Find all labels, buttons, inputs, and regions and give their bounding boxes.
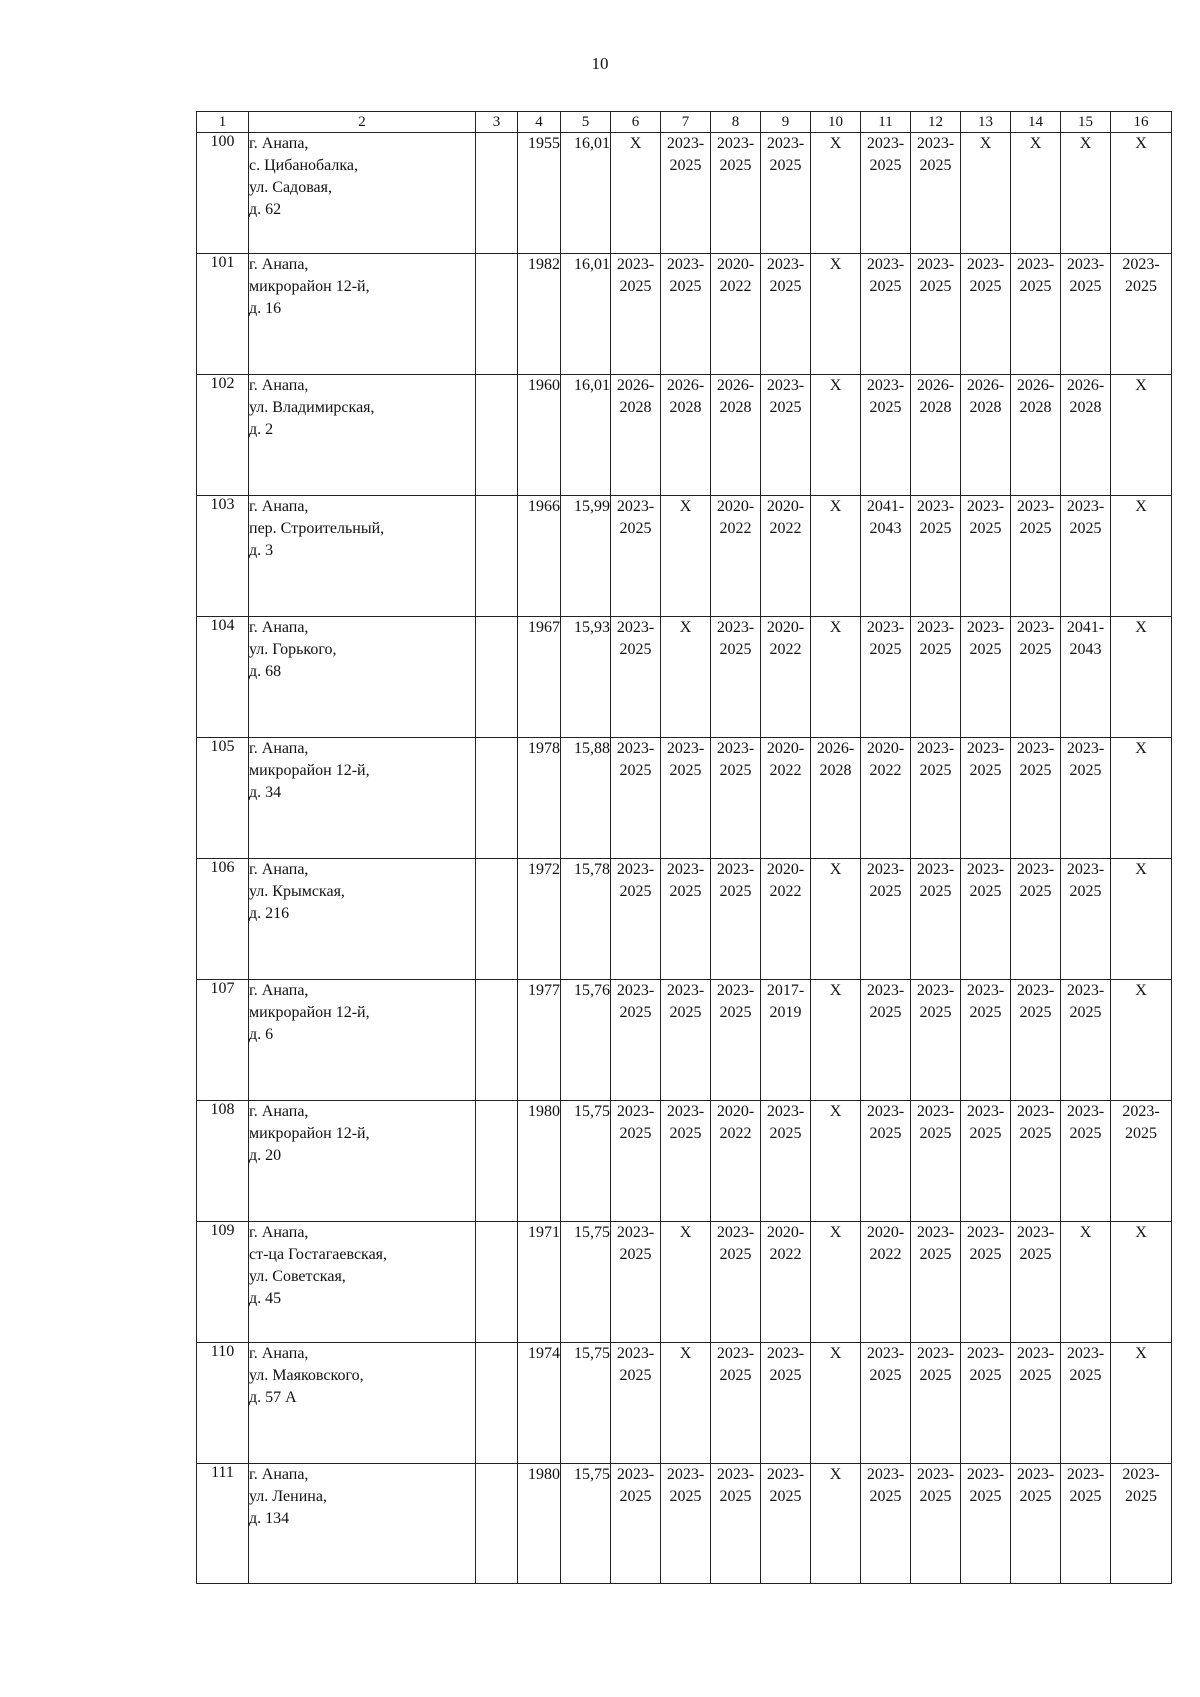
- column-3-cell: [476, 375, 518, 496]
- address-cell: [249, 1101, 476, 1222]
- address-line: г. Анапа,: [249, 1224, 309, 1241]
- period-cell-col-8: 2023- 2025: [711, 859, 761, 980]
- period-cell-col-10: X: [811, 859, 861, 980]
- period-cell-col-9: 2023- 2025: [761, 133, 811, 254]
- period-cell-col-15: 2041- 2043: [1061, 617, 1111, 738]
- period-cell-col-8: 2023- 2025: [711, 980, 761, 1101]
- period-cell-col-15: X: [1061, 133, 1111, 254]
- address-cell: [249, 859, 476, 980]
- period-cell-col-13: 2023- 2025: [961, 254, 1011, 375]
- year-cell: 1955: [518, 133, 561, 254]
- period-cell-col-16: 2023- 2025: [1111, 1101, 1172, 1222]
- row-number: 110: [197, 1343, 249, 1464]
- column-header-2: 2: [249, 112, 476, 133]
- period-cell-col-10: X: [811, 617, 861, 738]
- period-cell-col-14: 2023- 2025: [1011, 980, 1061, 1101]
- period-cell-col-6: 2023- 2025: [611, 1343, 661, 1464]
- housing-table: [196, 111, 1172, 1584]
- period-cell-col-7: 2023- 2025: [661, 133, 711, 254]
- row-number: 107: [197, 980, 249, 1101]
- column-3-cell: [476, 133, 518, 254]
- address-line: г. Анапа,: [249, 619, 309, 636]
- period-cell-col-16: X: [1111, 1222, 1172, 1343]
- address-cell: [249, 496, 476, 617]
- period-cell-col-11: 2023- 2025: [861, 375, 911, 496]
- period-cell-col-7: 2023- 2025: [661, 1464, 711, 1584]
- year-cell: 1982: [518, 254, 561, 375]
- period-cell-col-9: 2020- 2022: [761, 496, 811, 617]
- year-cell: 1960: [518, 375, 561, 496]
- period-cell-col-6: 2026- 2028: [611, 375, 661, 496]
- period-cell-col-13: 2023- 2025: [961, 859, 1011, 980]
- period-cell-col-10: X: [811, 254, 861, 375]
- rating-cell: 15,88: [561, 738, 611, 859]
- column-header-7: 7: [661, 112, 711, 133]
- address-line: ул. Ленина,: [249, 1488, 327, 1505]
- period-cell-col-8: 2020- 2022: [711, 496, 761, 617]
- rating-cell: 15,78: [561, 859, 611, 980]
- period-cell-col-6: 2023- 2025: [611, 1222, 661, 1343]
- address-cell: [249, 617, 476, 738]
- period-cell-col-6: 2023- 2025: [611, 859, 661, 980]
- period-cell-col-16: X: [1111, 375, 1172, 496]
- address-line: ул. Советская,: [249, 1268, 346, 1285]
- period-cell-col-14: 2023- 2025: [1011, 859, 1061, 980]
- column-header-3: 3: [476, 112, 518, 133]
- period-cell-col-13: 2023- 2025: [961, 1464, 1011, 1584]
- period-cell-col-10: X: [811, 980, 861, 1101]
- year-cell: 1980: [518, 1464, 561, 1584]
- row-number: 111: [197, 1464, 249, 1584]
- period-cell-col-16: 2023- 2025: [1111, 1464, 1172, 1584]
- row-number: 105: [197, 738, 249, 859]
- period-cell-col-8: 2026- 2028: [711, 375, 761, 496]
- address-line: д. 62: [249, 201, 282, 218]
- period-cell-col-16: X: [1111, 133, 1172, 254]
- column-3-cell: [476, 859, 518, 980]
- address-line: ул. Крымская,: [249, 883, 345, 900]
- period-cell-col-15: 2023- 2025: [1061, 980, 1111, 1101]
- column-header-5: 5: [561, 112, 611, 133]
- period-cell-col-8: 2023- 2025: [711, 1343, 761, 1464]
- period-cell-col-13: 2023- 2025: [961, 738, 1011, 859]
- table-row: [197, 1343, 1172, 1464]
- period-cell-col-7: X: [661, 617, 711, 738]
- row-number: 104: [197, 617, 249, 738]
- rating-cell: 15,76: [561, 980, 611, 1101]
- address-line: д. 45: [249, 1290, 282, 1307]
- column-3-cell: [476, 1101, 518, 1222]
- period-cell-col-11: 2023- 2025: [861, 1343, 911, 1464]
- period-cell-col-12: 2026- 2028: [911, 375, 961, 496]
- address-line: микрорайон 12-й,: [249, 1004, 370, 1021]
- column-3-cell: [476, 1464, 518, 1584]
- period-cell-col-7: X: [661, 1343, 711, 1464]
- period-cell-col-12: 2023- 2025: [911, 496, 961, 617]
- period-cell-col-11: 2023- 2025: [861, 1101, 911, 1222]
- period-cell-col-14: 2023- 2025: [1011, 254, 1061, 375]
- column-header-8: 8: [711, 112, 761, 133]
- address-cell: [249, 1222, 476, 1343]
- table-row: [197, 617, 1172, 738]
- period-cell-col-10: X: [811, 1101, 861, 1222]
- period-cell-col-15: 2026- 2028: [1061, 375, 1111, 496]
- table-row: [197, 133, 1172, 254]
- period-cell-col-12: 2023- 2025: [911, 1101, 961, 1222]
- period-cell-col-13: 2026- 2028: [961, 375, 1011, 496]
- period-cell-col-7: 2023- 2025: [661, 738, 711, 859]
- rating-cell: 15,75: [561, 1222, 611, 1343]
- column-header-10: 10: [811, 112, 861, 133]
- table-row: [197, 375, 1172, 496]
- period-cell-col-8: 2023- 2025: [711, 133, 761, 254]
- period-cell-col-16: X: [1111, 738, 1172, 859]
- period-cell-col-12: 2023- 2025: [911, 980, 961, 1101]
- address-line: ул. Маяковского,: [249, 1367, 364, 1384]
- row-number: 109: [197, 1222, 249, 1343]
- address-line: с. Цибанобалка,: [249, 157, 359, 174]
- period-cell-col-14: 2026- 2028: [1011, 375, 1061, 496]
- address-cell: [249, 254, 476, 375]
- period-cell-col-15: 2023- 2025: [1061, 1343, 1111, 1464]
- address-line: г. Анапа,: [249, 1103, 309, 1120]
- period-cell-col-7: 2023- 2025: [661, 1101, 711, 1222]
- period-cell-col-12: 2023- 2025: [911, 617, 961, 738]
- column-header-15: 15: [1061, 112, 1111, 133]
- column-3-cell: [476, 254, 518, 375]
- address-line: г. Анапа,: [249, 982, 309, 999]
- period-cell-col-6: 2023- 2025: [611, 738, 661, 859]
- row-number: 100: [197, 133, 249, 254]
- year-cell: 1966: [518, 496, 561, 617]
- period-cell-col-11: 2023- 2025: [861, 980, 911, 1101]
- period-cell-col-14: 2023- 2025: [1011, 738, 1061, 859]
- address-line: г. Анапа,: [249, 1345, 309, 1362]
- table-row: [197, 980, 1172, 1101]
- rating-cell: 15,75: [561, 1343, 611, 1464]
- period-cell-col-8: 2023- 2025: [711, 1222, 761, 1343]
- address-line: д. 6: [249, 1026, 274, 1043]
- row-number: 101: [197, 254, 249, 375]
- period-cell-col-10: X: [811, 375, 861, 496]
- address-line: ул. Горького,: [249, 641, 337, 658]
- table-row: [197, 496, 1172, 617]
- row-number: 103: [197, 496, 249, 617]
- column-3-cell: [476, 617, 518, 738]
- period-cell-col-9: 2020- 2022: [761, 738, 811, 859]
- column-3-cell: [476, 496, 518, 617]
- period-cell-col-9: 2023- 2025: [761, 375, 811, 496]
- period-cell-col-7: 2023- 2025: [661, 980, 711, 1101]
- period-cell-col-8: 2023- 2025: [711, 738, 761, 859]
- column-3-cell: [476, 980, 518, 1101]
- address-line: г. Анапа,: [249, 498, 309, 515]
- period-cell-col-15: 2023- 2025: [1061, 254, 1111, 375]
- period-cell-col-10: X: [811, 1464, 861, 1584]
- period-cell-col-14: 2023- 2025: [1011, 1464, 1061, 1584]
- header-row: [197, 112, 1172, 133]
- period-cell-col-16: X: [1111, 617, 1172, 738]
- address-line: ул. Садовая,: [249, 179, 332, 196]
- address-line: д. 3: [249, 542, 274, 559]
- period-cell-col-13: 2023- 2025: [961, 617, 1011, 738]
- year-cell: 1980: [518, 1101, 561, 1222]
- period-cell-col-8: 2020- 2022: [711, 254, 761, 375]
- rating-cell: 15,75: [561, 1464, 611, 1584]
- address-cell: [249, 133, 476, 254]
- period-cell-col-9: 2023- 2025: [761, 1343, 811, 1464]
- column-header-1: 1: [197, 112, 249, 133]
- period-cell-col-13: 2023- 2025: [961, 1101, 1011, 1222]
- period-cell-col-9: 2023- 2025: [761, 1101, 811, 1222]
- period-cell-col-9: 2020- 2022: [761, 617, 811, 738]
- period-cell-col-16: X: [1111, 1343, 1172, 1464]
- address-line: д. 2: [249, 421, 274, 438]
- period-cell-col-11: 2023- 2025: [861, 1464, 911, 1584]
- column-header-4: 4: [518, 112, 561, 133]
- period-cell-col-14: 2023- 2025: [1011, 617, 1061, 738]
- address-cell: [249, 980, 476, 1101]
- period-cell-col-12: 2023- 2025: [911, 859, 961, 980]
- period-cell-col-8: 2020- 2022: [711, 1101, 761, 1222]
- period-cell-col-15: 2023- 2025: [1061, 1101, 1111, 1222]
- rating-cell: 16,01: [561, 375, 611, 496]
- period-cell-col-6: 2023- 2025: [611, 496, 661, 617]
- period-cell-col-6: 2023- 2025: [611, 980, 661, 1101]
- column-header-6: 6: [611, 112, 661, 133]
- address-line: г. Анапа,: [249, 1466, 309, 1483]
- period-cell-col-9: 2020- 2022: [761, 859, 811, 980]
- period-cell-col-13: 2023- 2025: [961, 1343, 1011, 1464]
- period-cell-col-11: 2020- 2022: [861, 738, 911, 859]
- address-cell: [249, 738, 476, 859]
- table-body: [197, 133, 1172, 1584]
- period-cell-col-16: 2023- 2025: [1111, 254, 1172, 375]
- period-cell-col-13: 2023- 2025: [961, 980, 1011, 1101]
- period-cell-col-10: 2026- 2028: [811, 738, 861, 859]
- address-line: г. Анапа,: [249, 135, 309, 152]
- year-cell: 1972: [518, 859, 561, 980]
- column-3-cell: [476, 1222, 518, 1343]
- table-row: [197, 859, 1172, 980]
- period-cell-col-9: 2017- 2019: [761, 980, 811, 1101]
- period-cell-col-16: X: [1111, 496, 1172, 617]
- address-line: г. Анапа,: [249, 861, 309, 878]
- period-cell-col-13: 2023- 2025: [961, 1222, 1011, 1343]
- period-cell-col-8: 2023- 2025: [711, 1464, 761, 1584]
- period-cell-col-14: X: [1011, 133, 1061, 254]
- period-cell-col-12: 2023- 2025: [911, 1222, 961, 1343]
- period-cell-col-7: X: [661, 496, 711, 617]
- period-cell-col-7: X: [661, 1222, 711, 1343]
- column-3-cell: [476, 1343, 518, 1464]
- address-line: г. Анапа,: [249, 740, 309, 757]
- period-cell-col-7: 2023- 2025: [661, 859, 711, 980]
- year-cell: 1967: [518, 617, 561, 738]
- address-line: д. 216: [249, 905, 290, 922]
- address-cell: [249, 375, 476, 496]
- year-cell: 1974: [518, 1343, 561, 1464]
- year-cell: 1971: [518, 1222, 561, 1343]
- address-line: г. Анапа,: [249, 256, 309, 273]
- period-cell-col-16: X: [1111, 980, 1172, 1101]
- row-number: 106: [197, 859, 249, 980]
- address-line: микрорайон 12-й,: [249, 278, 370, 295]
- table-row: [197, 1222, 1172, 1343]
- row-number: 108: [197, 1101, 249, 1222]
- period-cell-col-7: 2023- 2025: [661, 254, 711, 375]
- period-cell-col-10: X: [811, 496, 861, 617]
- row-number: 102: [197, 375, 249, 496]
- address-line: микрорайон 12-й,: [249, 1125, 370, 1142]
- period-cell-col-9: 2023- 2025: [761, 1464, 811, 1584]
- rating-cell: 15,93: [561, 617, 611, 738]
- column-header-14: 14: [1011, 112, 1061, 133]
- period-cell-col-12: 2023- 2025: [911, 133, 961, 254]
- rating-cell: 15,99: [561, 496, 611, 617]
- rating-cell: 15,75: [561, 1101, 611, 1222]
- column-header-13: 13: [961, 112, 1011, 133]
- address-line: д. 20: [249, 1147, 282, 1164]
- table-row: [197, 254, 1172, 375]
- period-cell-col-13: X: [961, 133, 1011, 254]
- period-cell-col-12: 2023- 2025: [911, 1464, 961, 1584]
- period-cell-col-15: 2023- 2025: [1061, 738, 1111, 859]
- period-cell-col-6: X: [611, 133, 661, 254]
- address-line: ул. Владимирская,: [249, 399, 375, 416]
- period-cell-col-16: X: [1111, 859, 1172, 980]
- address-line: г. Анапа,: [249, 377, 309, 394]
- address-line: микрорайон 12-й,: [249, 762, 370, 779]
- period-cell-col-6: 2023- 2025: [611, 1101, 661, 1222]
- rating-cell: 16,01: [561, 133, 611, 254]
- table-row: [197, 1464, 1172, 1584]
- period-cell-col-13: 2023- 2025: [961, 496, 1011, 617]
- period-cell-col-15: 2023- 2025: [1061, 859, 1111, 980]
- address-line: д. 68: [249, 663, 282, 680]
- column-header-16: 16: [1111, 112, 1172, 133]
- period-cell-col-10: X: [811, 1222, 861, 1343]
- period-cell-col-15: 2023- 2025: [1061, 496, 1111, 617]
- period-cell-col-11: 2023- 2025: [861, 133, 911, 254]
- period-cell-col-10: X: [811, 1343, 861, 1464]
- period-cell-col-12: 2023- 2025: [911, 254, 961, 375]
- address-line: д. 34: [249, 784, 282, 801]
- column-header-9: 9: [761, 112, 811, 133]
- address-line: д. 134: [249, 1510, 290, 1527]
- address-cell: [249, 1343, 476, 1464]
- period-cell-col-6: 2023- 2025: [611, 617, 661, 738]
- period-cell-col-12: 2023- 2025: [911, 738, 961, 859]
- year-cell: 1978: [518, 738, 561, 859]
- column-header-11: 11: [861, 112, 911, 133]
- period-cell-col-6: 2023- 2025: [611, 1464, 661, 1584]
- period-cell-col-11: 2023- 2025: [861, 859, 911, 980]
- column-3-cell: [476, 738, 518, 859]
- period-cell-col-12: 2023- 2025: [911, 1343, 961, 1464]
- period-cell-col-8: 2023- 2025: [711, 617, 761, 738]
- period-cell-col-11: 2020- 2022: [861, 1222, 911, 1343]
- period-cell-col-9: 2023- 2025: [761, 254, 811, 375]
- table-row: [197, 738, 1172, 859]
- address-line: д. 57 А: [249, 1389, 297, 1406]
- period-cell-col-6: 2023- 2025: [611, 254, 661, 375]
- period-cell-col-11: 2041- 2043: [861, 496, 911, 617]
- period-cell-col-14: 2023- 2025: [1011, 496, 1061, 617]
- period-cell-col-9: 2020- 2022: [761, 1222, 811, 1343]
- address-line: д. 16: [249, 300, 282, 317]
- period-cell-col-11: 2023- 2025: [861, 617, 911, 738]
- period-cell-col-7: 2026- 2028: [661, 375, 711, 496]
- period-cell-col-14: 2023- 2025: [1011, 1343, 1061, 1464]
- rating-cell: 16,01: [561, 254, 611, 375]
- address-cell: [249, 1464, 476, 1584]
- period-cell-col-11: 2023- 2025: [861, 254, 911, 375]
- period-cell-col-14: 2023- 2025: [1011, 1222, 1061, 1343]
- column-header-12: 12: [911, 112, 961, 133]
- table-row: [197, 1101, 1172, 1222]
- period-cell-col-15: X: [1061, 1222, 1111, 1343]
- year-cell: 1977: [518, 980, 561, 1101]
- address-line: пер. Строительный,: [249, 520, 385, 537]
- address-line: ст-ца Гостагаевская,: [249, 1246, 388, 1263]
- page-number: 10: [591, 54, 609, 73]
- period-cell-col-14: 2023- 2025: [1011, 1101, 1061, 1222]
- period-cell-col-15: 2023- 2025: [1061, 1464, 1111, 1584]
- period-cell-col-10: X: [811, 133, 861, 254]
